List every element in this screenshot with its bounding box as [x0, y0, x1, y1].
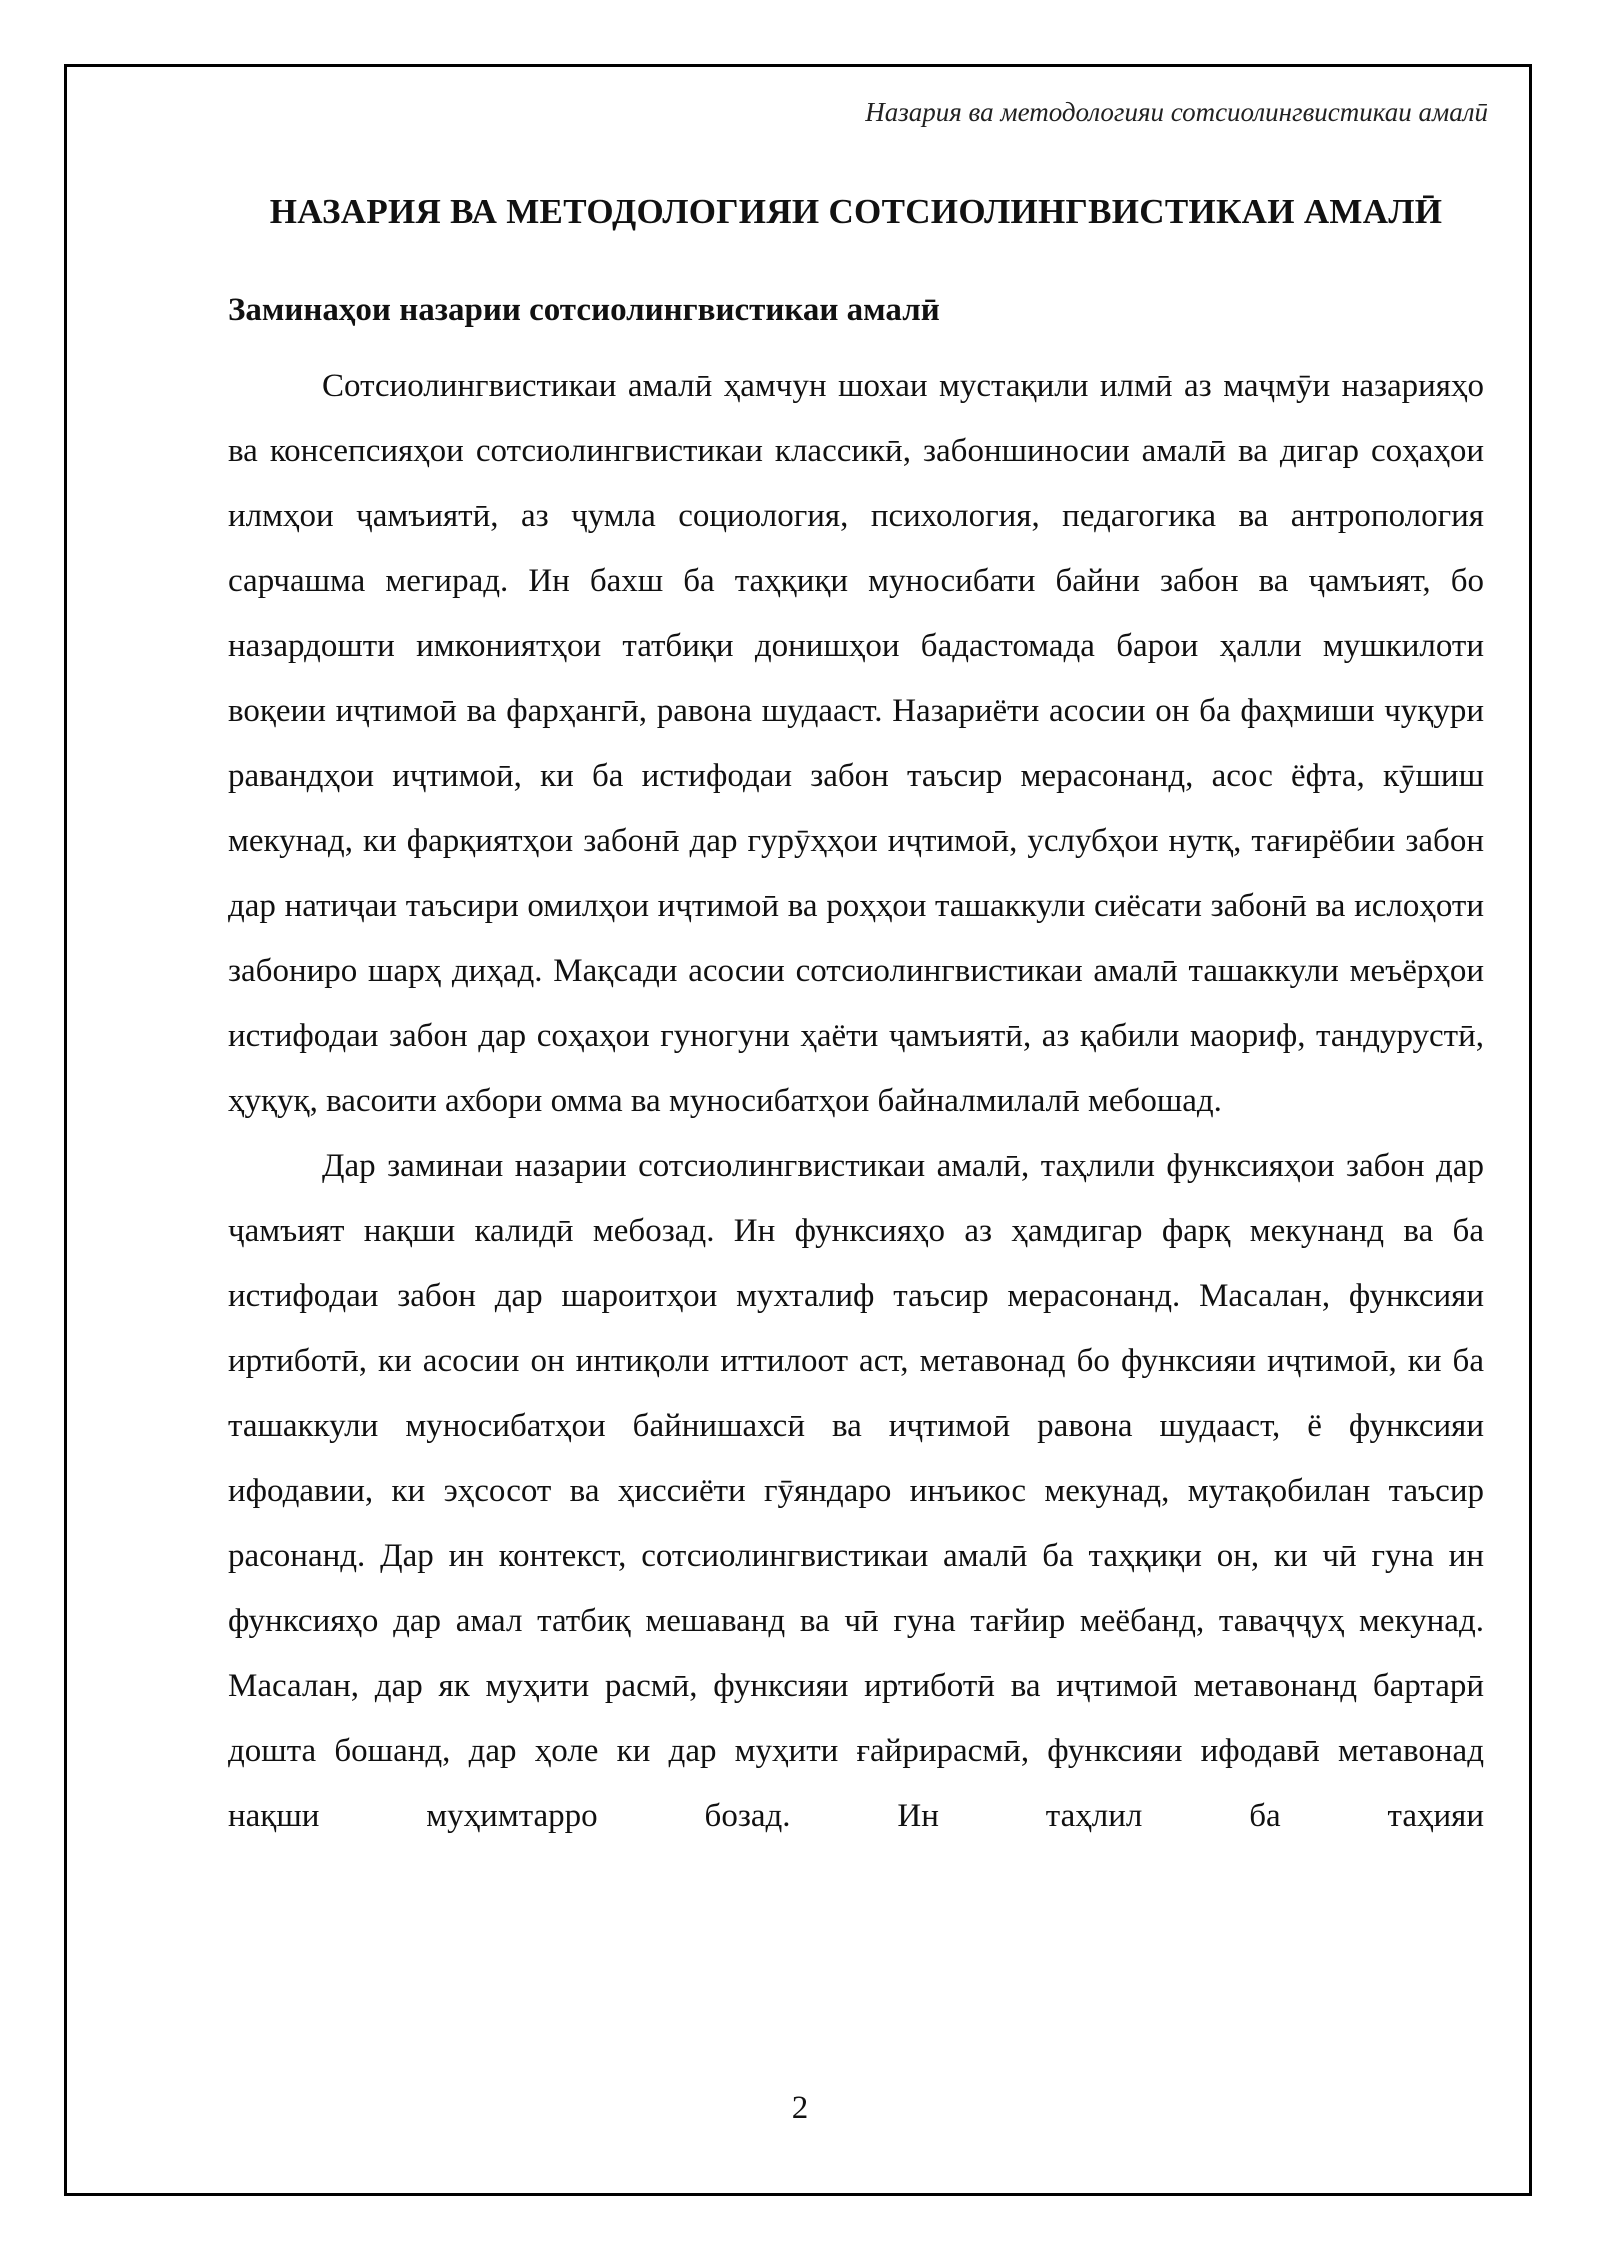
paragraph: Дар заминаи назарии сотсиолингвистикаи амалӣ, таҳлили функсияҳои забон дар ҷамъият нақши калидӣ мебозад. Ин функсияҳо аз ҳамдигар фарқ мекунанд ва ба истифодаи забон дар шароитҳои мухталиф таъсир мерасонанд. Масалан, функсияи иртиботӣ, ки асосии он интиқоли иттилоот аст, метавонад бо функсияи иҷтимоӣ, ки ба ташаккули муносибатҳои байнишахсӣ ва иҷтимоӣ равона шудааст, ё функсияи ифодавии, ки эҳсосот ва ҳиссиёти гӯяндаро инъикос мекунад, мутақобилан таъсир расонанд. Дар ин контекст, сотсиолингвистикаи амалӣ ба таҳқиқи он, ки чӣ гуна ин функсияҳо дар амал татбиқ мешаванд ва чӣ гуна тағйир меёбанд, таваҷҷуҳ мекунад. Масалан, дар як муҳити расмӣ, функсияи иртиботӣ ва иҷтимоӣ метавонанд бартарӣ дошта бошанд, дар ҳоле ки дар муҳити ғайрирасмӣ, функсияи ифодавӣ метавонад нақши муҳимтарро бозад. Ин таҳлил ба таҳияи	[228, 1148, 1484, 1834]
page-number: 2	[791, 2090, 809, 2126]
section-heading: Заминаҳои назарии сотсиолингвистикаи амалӣ	[228, 292, 940, 328]
running-header: Назария ва методологияи сотсиолингвистикаи амалӣ	[865, 97, 1488, 127]
paragraph: Сотсиолингвистикаи амалӣ ҳамчун шохаи мустақили илмӣ аз маҷмӯи назарияҳо ва консепсияҳои сотсиолингвистикаи классикӣ, забоншиносии амалӣ ва дигар соҳаҳои илмҳои ҷамъиятӣ, аз ҷумла социология, психология, педагогика ва антропология сарчашма мегирад. Ин бахш ба таҳқиқи муносибати байни забон ва ҷамъият, бо назардошти имкониятҳои татбиқи донишҳои бадастомада барои ҳалли мушкилоти воқеии иҷтимоӣ ва фарҳангӣ, равона шудааст. Назариёти асосии он ба фаҳмиши чуқури равандҳои иҷтимоӣ, ки ба истифодаи забон таъсир мерасонанд, асос ёфта, кӯшиш мекунад, ки фарқиятҳои забонӣ дар гурӯҳҳои иҷтимоӣ, услубҳои нутқ, тағирёбии забон дар натиҷаи таъсири омилҳои иҷтимоӣ ва роҳҳои ташаккули сиёсати забонӣ ва ислоҳоти забониро шарҳ диҳад. Мақсади асосии сотсиолингвистикаи амалӣ ташаккули меъёрҳои истифодаи забон дар соҳаҳои гуногуни ҳаёти ҷамъиятӣ, аз қабили маориф, тандурустӣ, ҳуқуқ, васоити ахбори омма ва муносибатҳои байналмилалӣ мебошад.	[228, 368, 1484, 1119]
document-body	[228, 182, 1484, 1849]
document-title: НАЗАРИЯ ВА МЕТОДОЛОГИЯИ СОТСИОЛИНГВИСТИКАИ АМАЛӢ	[269, 192, 1443, 231]
